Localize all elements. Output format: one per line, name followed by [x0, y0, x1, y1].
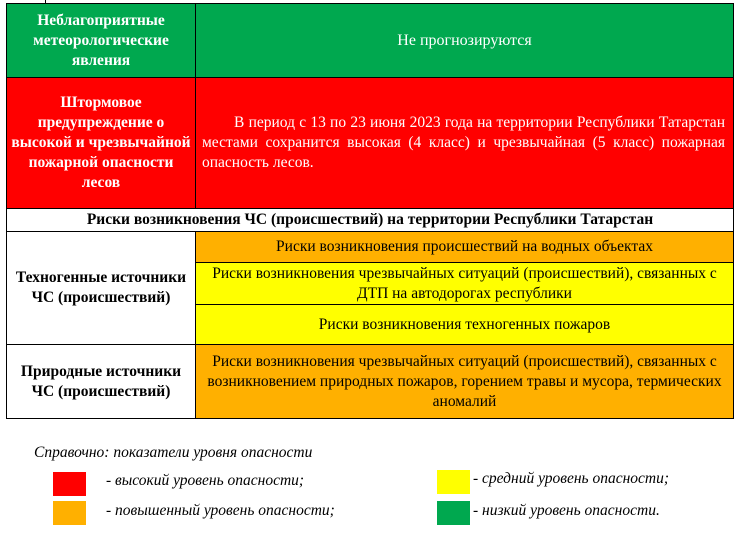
legend-medium-label: - средний уровень опасности;	[473, 470, 670, 487]
risk-natural-fires: Риски возникновения чрезвычайных ситуаций (происшествий), связанных с возникновением природных пожаров, горением травы и мусора, термических аномалий	[196, 345, 734, 419]
legend-swatch-low	[437, 501, 470, 525]
storm-warning-label: Штормовое предупреждение о высокой и чрезвычайной пожарной опасности лесов	[7, 78, 196, 209]
storm-warning-text: В период с 13 по 23 июня 2023 года на территории Республики Татарстан местами сохранится высокая (4 класс) и чрезвычайная (5 класс) пожарная опасность лесов.	[196, 78, 734, 209]
risk-water-objects: Риски возникновения происшествий на водных объектах	[196, 232, 734, 263]
weather-phenomena-label: Неблагоприятные метеорологические явления	[7, 4, 196, 78]
table-row	[7, 345, 734, 419]
table-row	[7, 209, 734, 232]
legend-high-label: - высокий уровень опасности;	[106, 472, 305, 489]
risks-header: Риски возникновения ЧС (происшествий) на территории Республики Татарстан	[7, 209, 734, 232]
legend-swatch-medium	[437, 470, 470, 494]
legend-elevated-label: - повышенный уровень опасности;	[106, 502, 335, 519]
risk-road-accidents: Риски возникновения чрезвычайных ситуаций (происшествий), связанных с ДТП на автодорогах республики	[196, 263, 734, 305]
legend-swatch-high	[53, 472, 86, 496]
legend-title: Справочно: показатели уровня опасности	[34, 444, 313, 461]
table-row	[7, 78, 734, 209]
technogenic-sources-label: Техногенные источники ЧС (происшествий)	[7, 232, 196, 345]
hazard-table	[6, 3, 734, 419]
legend-swatch-elevated	[53, 501, 86, 525]
table-row	[7, 4, 734, 78]
risk-technogenic-fires: Риски возникновения техногенных пожаров	[196, 305, 734, 345]
legend-low-label: - низкий уровень опасности.	[473, 502, 660, 519]
weather-phenomena-value: Не прогнозируются	[196, 4, 734, 78]
legend	[0, 440, 743, 537]
natural-sources-label: Природные источники ЧС (происшествий)	[7, 345, 196, 419]
table-row	[7, 232, 734, 263]
